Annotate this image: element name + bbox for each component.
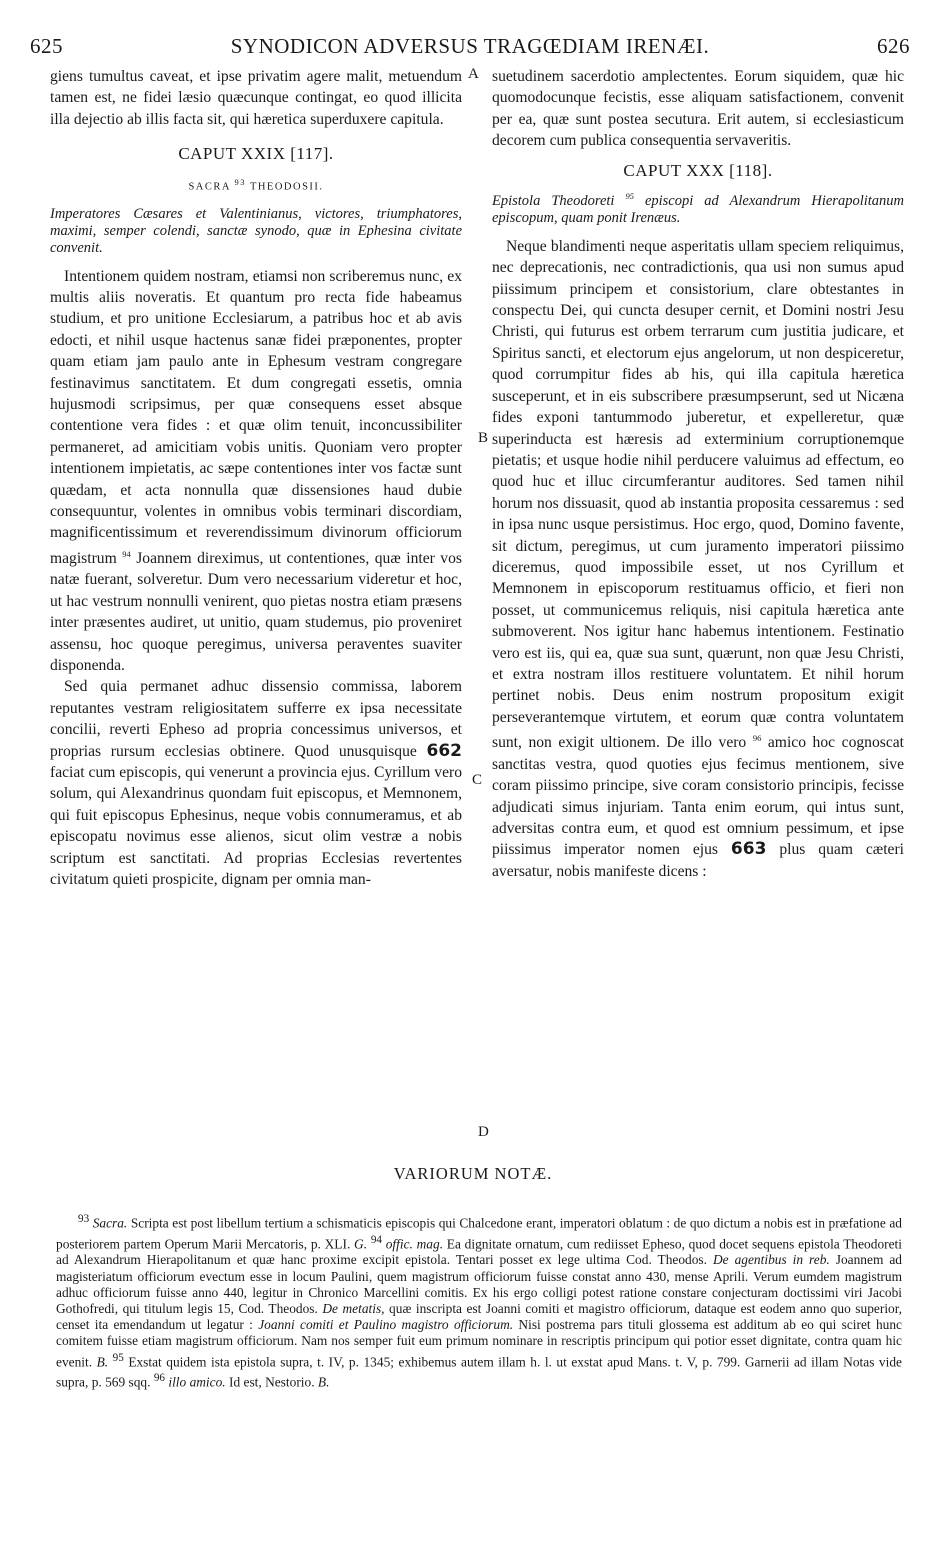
left-paragraph-1-end: Joannem direximus, ut contentiones, quæ inter vos natæ fuerant, solveretur. Dum vero necessarium videretur et hoc, ut hac vestrum nonnulli venirent, quo pietas nostra etiam præsens inter præsentes audiret, ut unitio, quam studemus, pio proveniret assensu, hoc quoque peregimus, universa peraventes suaviter disponenda. (50, 550, 462, 675)
margin-letter-c: C (472, 772, 483, 788)
footnote-94-text-b: Joannem ad magisteriatum officiorum evectum esse in locum Paulini, quem magistrum officiorum fuisse constat anno 430, mense Aprili. Verum eumdem magistrum adhuc officiorum fuisse anno 440, legitur in Chronico Marcellini comitis. Ex his ergo colligi potest ratione constare conjecturam doctissimi viri Jacobi Gothofredi, qui titulum legis 15, Cod. Theodos. (56, 1252, 902, 1316)
page-header (30, 34, 910, 64)
footnote-93-lead: Sacra. (92, 1215, 128, 1231)
footnote-96-lead: illo amico. (168, 1374, 226, 1390)
page-number-left: 625 (30, 34, 63, 58)
left-column (50, 66, 462, 891)
footnote-96-text: Id est, Nestorio. (229, 1374, 315, 1390)
margin-number-663: 663 (730, 839, 767, 860)
left-paragraph-2-b: faciat cum episcopis, qui venerunt a provincia ejus. Cyrillum vero solum, qui Alexandrinus quondam fuit episcopus, et Memnonem, qui fuit episcopus Ephesinus, neque vobis connumeramus, et ab episcopatu novimus esse alienos, sicut olim vestræ a nobis scriptum est sanctitati. Ad proprias Ecclesias revertentes civitatum quieti prospicite, dignam per omnia man- (50, 764, 462, 889)
chapter-heading-29: CAPUT XXIX [117]. (178, 144, 334, 164)
letter-intro-29: Imperatores Cæsares et Valentinianus, victores, triumphatores, maximi, semper colendi, sanctæ synodo, quæ in Ephesina civitate convenit. (50, 205, 462, 256)
footnote-94-italic-c: Joanni comiti et Paulino magistro officiorum. (258, 1317, 514, 1333)
page-number-right: 626 (877, 34, 910, 58)
left-paragraph-2-a: Sed quia permanet adhuc dissensio commissa, laborem reputantes vestram religiositatem sufferre ex ipsa necessitate concilii, reverti Epheso ad propria concessimus universos, et proprias rursum ecclesias obtinere. Quod unusquisque (50, 678, 462, 760)
sacra-name: THEODOSII. (249, 181, 324, 193)
notes-heading: VARIORUM NOTÆ. (393, 1164, 553, 1183)
right-paragraph-1-text: Neque blandimenti neque asperitatis ullam speciem reliquimus, nec deprecationis, nec contradictionis, qua usi non sumus apud piissimum principem et consistorium, clare obtestantes in conspectu Dei, qui cuncta desuper cernit, et Domini nostri Jesu Christi, qui futurus est orbem terrarum cum justitia judicare, et Spiritus sancti, et electorum ejus angelorum, ut non despiceretur, quod corrumpitur fides ab his, qui illa capitula hæretica susceperunt, et in eis subscribere præsumpserunt, sed ut Nicæna fides exponi tantummodo juberetur, et expelleretur, quæ superinducta est hæresis ad exterminium corruptionemque pietatis; et usque hodie nihil perducere valuimus ad effectum, eo quod huc et illuc circumferantur auditores. Sed tamen nihil horum nos dissuasit, quod ab instantia proposita cessaremus : sed in ipsa nunc usque persistimus. Hoc ergo, quod, Domino favente, sit dictum, peregimus, ut cum juramento imperatori piissimo diceremus, quod impossibile esset, ut nos Cyrillum et Memnonem in episcoporum restituamus officio, et fieri non posset, ut communicemus reliquis, nisi capitula hæretica ante submoverent. Nos igitur hanc habemus intentionem. Festinatio vero est iis, qui ea, quæ sua sunt, quærunt, non quæ Jesu Christi, et extra nostram illos restituere voluntatem. Et nihil horum pertinet nobis. Deus enim nostrum propositum exigit perseverantemque virtutem, et eorum quæ contra voluntatem sunt, non exigit ultionem. De illo vero (492, 237, 904, 752)
right-paragraph-1 (492, 236, 904, 882)
margin-letter-d: D (478, 1124, 489, 1140)
footnote-96-sig: B. (317, 1374, 330, 1390)
footnote-94-italic-a: De agentibus in reb. (713, 1252, 830, 1268)
left-paragraph-1-text: Intentionem quidem nostram, etiamsi non scriberemus nunc, ex multis aliis noveratis. Et quantum pro recta fide habeamus studium, et pro unitione Ecclesiarum, a patribus hoc et ab avis edocti, et nihil usque hactenus sanæ fidei præponentes, propter quam etiam jam paulo ante in Ephesum vestram congregare festinavimus sanctitatem. Et dum congregati essetis, omnia hujusmodi scripsimus, per quæ consequens esset absque contentione vera fides : et quæ olim tenuit, inconcussibiliter permaneret, ad amicitiam vobis unitis. Quoniam vero propter intentionem impietatis, ac sæpe contentiones inter vos factæ sunt quædam, et acta nonnulla quæ dissensiones haud dubie consequuntur, volentes in omnibus vobis terminari discordiam, magnificentissimum et reverendissimum divinorum officiorum magistrum (50, 267, 462, 567)
footnotes (56, 1211, 902, 1391)
footnote-mark-96: 96 (153, 1372, 165, 1385)
letter-intro-30-a: Epistola Theodoreti (492, 192, 615, 209)
note-ref-94: 94 (122, 548, 131, 559)
chapter-heading-30: CAPUT XXX [118]. (623, 160, 773, 180)
left-paragraph-0: giens tumultus caveat, et ipse privatim agere malit, metuendum tamen est, ne fidei læsio quæcunque contingat, eo quod illicita illa dejectio ab illis facta sit, qui hæretica superduxere capitula. (50, 68, 462, 128)
letter-intro-30-b: episcopi ad Alexandrum Hierapolitanum episcopum, quam ponit Irenæus. (492, 192, 904, 226)
sacra-label: SACRA (188, 181, 231, 193)
right-column (492, 66, 904, 882)
footnote-94-text-c: quæ inscripta est Joanni comiti et magistro officiorum, dataque est eodem anno quo superior, censet ita emendandum ut legatur : (56, 1300, 903, 1333)
margin-letter-b: B (478, 430, 489, 446)
footnote-94-text-d: Nisi postrema pars tituli glossema est additum ab eo qui sciret hunc comitem fuisse etiam magistrum officiorum. Nam nos semper fuit eum primum nominare in rescriptis principum qui potior esset dignitate, contra quam hic evenit. (56, 1317, 902, 1370)
footnote-95-text: Exstat quidem ista epistola supra, t. IV, p. 1345; exhibemus autem illam h. l. ut exstat apud Mans. t. V, p. 799. Garnerii ad illam Notas vide supra, p. 569 sqq. (56, 1354, 902, 1390)
footnote-94-sig: B. (96, 1354, 109, 1370)
footnote-93-sig: G. (354, 1236, 368, 1252)
margin-number-662: 662 (426, 740, 462, 761)
running-title: SYNODICON ADVERSUS TRAGŒDIAM IRENÆI. (230, 34, 710, 58)
footnote-94-lead: offic. mag. (385, 1236, 444, 1252)
note-ref-95: 95 (625, 191, 634, 202)
footnote-mark-93: 93 (78, 1213, 90, 1225)
sacra-heading (50, 172, 462, 198)
right-paragraph-1-b: amico hoc cognoscat sanctitas vestra, quod quoties ejus fecimus mentionem, sive coram piissimo principe, sive coram consistorio principis, fecisse adjudicati simus injuriam. Tanta enim eorum, qui intus sunt, adversitas contra eum, et quod est omnium pessimum, et ipse piissimus imperator nomen ejus (492, 734, 904, 859)
footnote-block (56, 1211, 902, 1391)
letter-intro-30 (492, 188, 904, 227)
left-paragraph-2 (50, 676, 462, 890)
note-ref-93: 93 (234, 176, 246, 187)
footnote-93-text: Scripta est post libellum tertium a schismaticis episcopis qui Chalcedone erant, imperatori oblatum : de quo dictum a nobis est in præfatione ad posteriorem partem Operum Marii Mercatoris, p. XLI. (56, 1215, 902, 1252)
footnote-94-italic-b: De metatis, (322, 1300, 385, 1316)
left-paragraph-1 (50, 266, 462, 677)
footnote-mark-95: 95 (112, 1351, 124, 1364)
right-paragraph-1-c: plus quam cæteri aversatur, nobis manifeste dicens : (492, 841, 904, 880)
margin-letter-a: A (468, 66, 479, 82)
footnote-94-text-a: Ea dignitate ornatum, cum rediisset Epheso, quod docet sequens epistola Theodoreti ad Alexandrum Hierapolitanum et quæ hanc proxime excipit epistola. Tentari posset ex lege ultima Cod. Theodos. (56, 1236, 902, 1268)
right-paragraph-0: suetudinem sacerdotio amplectentes. Eorum siquidem, quæ hic quomodocunque fecistis, esse aliquam satisfactionem, convenit per ea, quæ sunt postea secutura. Erit autem, si ecclesiasticum decorem cum publica consequentia servaveritis. (492, 68, 904, 150)
footnote-mark-94: 94 (370, 1233, 382, 1246)
note-ref-96: 96 (752, 733, 762, 744)
